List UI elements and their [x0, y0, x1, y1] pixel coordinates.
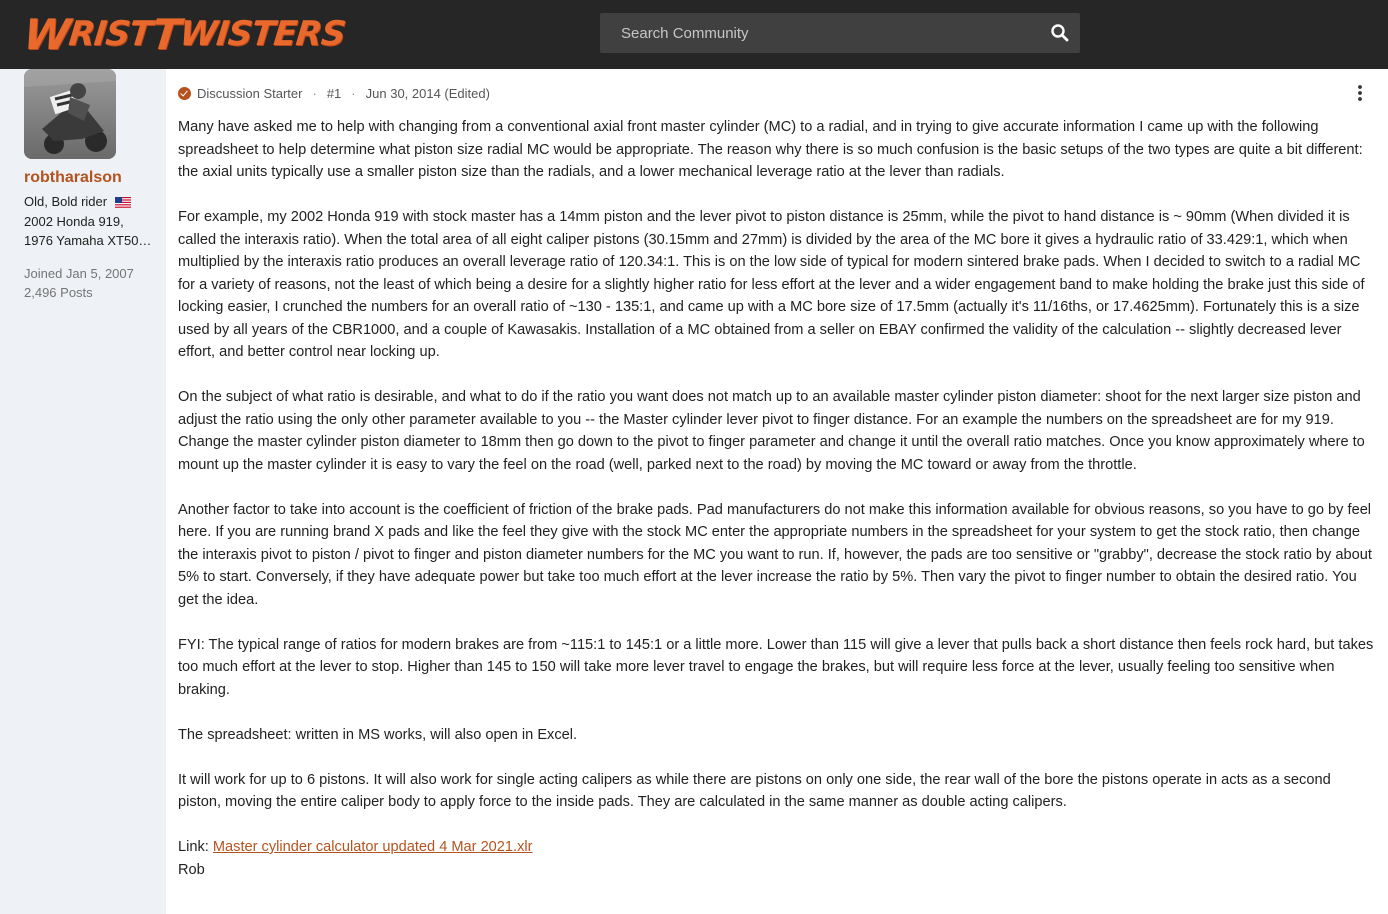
author-bike-2: 1976 Yamaha XT50… [24, 233, 152, 248]
more-vertical-icon[interactable] [1350, 83, 1370, 103]
post-body [178, 116, 1374, 881]
attachment-line [178, 836, 1374, 859]
spreadsheet-download-link[interactable]: Master cylinder calculator updated 4 Mar 2021.xlr [212, 839, 533, 855]
author-bike-1: 2002 Honda 919, [24, 214, 124, 229]
post-number-link[interactable]: #1 [326, 85, 342, 101]
post-date: Jun 30, 2014 (Edited) [365, 85, 490, 101]
post-paragraph: On the subject of what ratio is desirable, and what to do if the ratio you want does not match up to an available master cylinder piston diameter: shoot for the next larger size piston and adjust the ratio using the only other parameter available to you -- the Master cylinder lever pivot to finger distance. For an example the numbers on the spreadsheet are for my 919. Change the master cylinder piston diameter to 18mm then go down to the pivot to finger parameter and change it until the overall ratio matches. Once you know approximately where to mount up the master cylinder it is easy to vary the feel on the road (well, parked next to the road) by moving the MC toward or away from the throttle. [178, 389, 1365, 473]
post-paragraph: It will work for up to 6 pistons. It will also work for single acting calipers as while there are pistons on only one side, the rear wall of the bore the pistons operate in acts as a second piston, moving the entire caliper body to apply force to the inside pads. They are calculated in the same manner as double acting calipers. [178, 771, 1331, 810]
top-navigation-bar [0, 0, 1388, 69]
meta-separator: · [351, 85, 356, 101]
user-title [24, 194, 131, 209]
signature: Rob [178, 861, 205, 878]
discussion-starter-icon [178, 87, 191, 100]
author-joined-date: Joined Jan 5, 2007 [24, 266, 134, 281]
meta-separator: · [312, 85, 317, 101]
site-logo[interactable]: W RIST T WISTERS [21, 9, 347, 59]
search-icon[interactable] [1050, 23, 1070, 43]
post-paragraph: Another factor to take into account is the coefficient of friction of the brake pads. Pad manufacturers do not make this information available for obvious reasons, so you have to go by feel here. If you are running brand X pads and like the feel they give with the stock MC enter the appropriate numbers in the spreadsheet for your system to get the stock ratio, then change the interaxis pivot to piston / pivot to finger and piston diameter numbers for the MC you want to run. If, however, the pads are too sensitive or "grabby", decrease the stock ratio by about 5% to start. Conversely, if they have adequate power but take too much effort at the lever increase the ratio by 5%. Then vary the pivot to finger number to obtain the desired ratio. You get the idea. [178, 501, 1372, 608]
us-flag-icon [115, 196, 131, 207]
search-input[interactable] [600, 13, 1040, 53]
avatar[interactable] [24, 69, 116, 159]
post-paragraph: FYI: The typical range of ratios for modern brakes are from ~115:1 to 145:1 or a little more. Lower than 115 will give a lever that pulls back a short distance then feels rock hard, but takes too much effort at the lever to stop. Higher than 145 to 150 will take more lever travel to engage the brakes, but will require less force at the lever, usually feeling too sensitive when braking. [178, 636, 1374, 698]
post-paragraph: The spreadsheet: written in MS works, will also open in Excel. [178, 726, 578, 743]
post-meta [178, 84, 490, 102]
user-title-text: Old, Bold rider [24, 194, 108, 209]
author-post-count: 2,496 Posts [24, 285, 93, 300]
search-bar [600, 13, 1080, 53]
post-paragraph: Many have asked me to help with changing from a conventional axial front master cylinder (MC) to a radial, and in trying to give accurate information I came up with the following spreadsheet to help determine what piston size radial MC would be appropriate. The reason why there is so much confusion is the basic setups of the two types are quite a bit different: the axial units typically use a smaller piston size than the radials, and a lower mechanical leverage ratio at the lever than radials. [178, 119, 1363, 180]
link-label: Link: [178, 839, 209, 855]
author-username[interactable]: robtharalson [24, 169, 122, 186]
post-paragraph: For example, my 2002 Honda 919 with stock master has a 14mm piston and the lever pivot to piston distance is 25mm, while the pivot to hand distance is ~ 90mm (When divided it is called the interaxis ratio). When the total area of all eight caliper pistons (30.15mm and 27mm) is divided by the area of the MC bore it gives a hydraulic ratio of 33.429:1, which when multiplied by the interaxis ratio produces an overall leverage ratio of 120.34:1. This is on the low side of typical for modern sintered brake pads. When I decided to switch to a radial MC for a variety of reasons, not the least of which being a desire for a slightly higher ratio for less effort at the lever and a wider engagement band to make holding the brake just this side of locking easier, I crunched the numbers for an overall ratio of ~130 - 135:1, and came up with a MC bore size of 17.5mm (actually it's 11/16ths, or 17.4625mm). Fortunately this is a size used by all years of the CBR1000, and a couple of Kawasakis. Installation of a MC obtained from a seller on EBAY confirmed the validity of the calculation -- slightly decreased lever effort, and better control near locking up. [178, 209, 1365, 360]
discussion-starter-badge: Discussion Starter [197, 85, 303, 101]
